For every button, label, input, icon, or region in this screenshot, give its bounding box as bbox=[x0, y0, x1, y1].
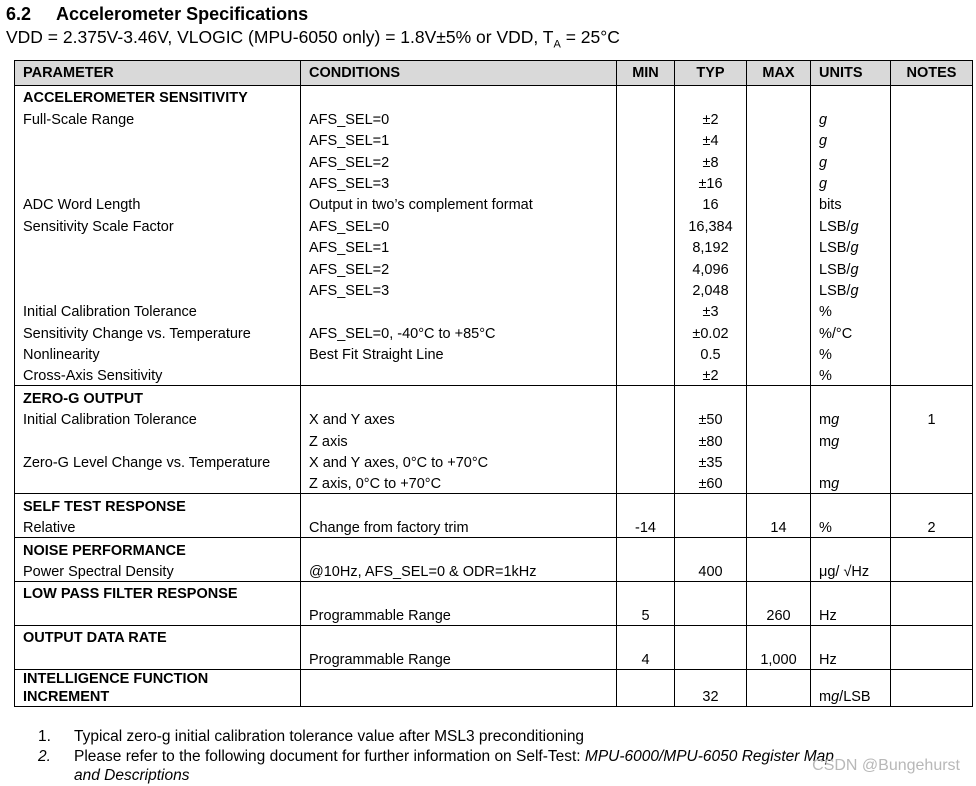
col-units: UNITS bbox=[811, 61, 891, 86]
table-row bbox=[15, 538, 973, 560]
units-cell: mg bbox=[811, 472, 891, 494]
notes-cell bbox=[891, 494, 973, 516]
condition-cell: AFS_SEL=0 bbox=[301, 107, 617, 128]
parameter-cell: Sensitivity Change vs. Temperature bbox=[15, 321, 301, 342]
notes-cell bbox=[891, 300, 973, 321]
typ-cell: 2,048 bbox=[675, 279, 747, 300]
table-row bbox=[15, 300, 973, 321]
condition-cell: AFS_SEL=0, -40°C to +85°C bbox=[301, 321, 617, 342]
condition-cell: AFS_SEL=2 bbox=[301, 257, 617, 278]
max-cell bbox=[747, 172, 811, 193]
min-cell bbox=[617, 538, 675, 560]
condition-cell bbox=[301, 625, 617, 647]
min-cell bbox=[617, 429, 675, 450]
notes-cell: 2 bbox=[891, 516, 973, 538]
table-row bbox=[15, 172, 973, 193]
parameter-cell: INTELLIGENCE FUNCTION INCREMENT bbox=[15, 669, 301, 706]
notes-cell bbox=[891, 451, 973, 472]
table-row bbox=[15, 107, 973, 128]
typ-cell: 8,192 bbox=[675, 236, 747, 257]
col-typ: TYP bbox=[675, 61, 747, 86]
max-cell bbox=[747, 408, 811, 429]
table-row bbox=[15, 451, 973, 472]
subtitle-tail: = 25°C bbox=[560, 27, 620, 47]
max-cell bbox=[747, 214, 811, 235]
max-cell bbox=[747, 494, 811, 516]
notes-cell bbox=[891, 172, 973, 193]
parameter-cell: Initial Calibration Tolerance bbox=[15, 408, 301, 429]
notes-cell bbox=[891, 669, 973, 706]
condition-cell: AFS_SEL=0 bbox=[301, 214, 617, 235]
notes-cell bbox=[891, 257, 973, 278]
table-row bbox=[15, 236, 973, 257]
parameter-cell: Relative bbox=[15, 516, 301, 538]
units-cell: mg bbox=[811, 408, 891, 429]
max-cell bbox=[747, 321, 811, 342]
units-cell: % bbox=[811, 364, 891, 386]
max-cell bbox=[747, 429, 811, 450]
notes-cell bbox=[891, 279, 973, 300]
units-cell: mg/LSB bbox=[811, 669, 891, 706]
table-row bbox=[15, 129, 973, 150]
units-cell: g bbox=[811, 107, 891, 128]
table-row bbox=[15, 429, 973, 450]
parameter-cell: Initial Calibration Tolerance bbox=[15, 300, 301, 321]
units-cell bbox=[811, 451, 891, 472]
notes-cell bbox=[891, 386, 973, 408]
condition-cell bbox=[301, 86, 617, 108]
min-cell bbox=[617, 172, 675, 193]
parameter-cell bbox=[15, 429, 301, 450]
units-cell bbox=[811, 86, 891, 108]
max-cell bbox=[747, 625, 811, 647]
min-cell bbox=[617, 129, 675, 150]
typ-cell: 16,384 bbox=[675, 214, 747, 235]
section-heading bbox=[6, 4, 308, 25]
parameter-cell bbox=[15, 236, 301, 257]
min-cell bbox=[617, 107, 675, 128]
typ-cell bbox=[675, 516, 747, 538]
table-row bbox=[15, 625, 973, 647]
units-cell: mg bbox=[811, 429, 891, 450]
min-cell bbox=[617, 86, 675, 108]
parameter-cell: LOW PASS FILTER RESPONSE bbox=[15, 581, 301, 603]
max-cell bbox=[747, 193, 811, 214]
min-cell bbox=[617, 451, 675, 472]
notes-cell bbox=[891, 538, 973, 560]
parameter-cell: Nonlinearity bbox=[15, 343, 301, 364]
footnote-2-continued bbox=[38, 766, 834, 786]
typ-cell: ±60 bbox=[675, 472, 747, 494]
condition-cell: Z axis, 0°C to +70°C bbox=[301, 472, 617, 494]
typ-cell: ±35 bbox=[675, 451, 747, 472]
parameter-cell: ZERO-G OUTPUT bbox=[15, 386, 301, 408]
parameter-cell: ACCELEROMETER SENSITIVITY bbox=[15, 86, 301, 108]
max-cell bbox=[747, 581, 811, 603]
typ-cell: 0.5 bbox=[675, 343, 747, 364]
max-cell: 260 bbox=[747, 603, 811, 625]
notes-cell bbox=[891, 150, 973, 171]
table-row bbox=[15, 494, 973, 516]
units-cell: LSB/g bbox=[811, 236, 891, 257]
table-row bbox=[15, 150, 973, 171]
units-cell: %/°C bbox=[811, 321, 891, 342]
condition-cell bbox=[301, 669, 617, 706]
parameter-cell bbox=[15, 257, 301, 278]
condition-cell: Change from factory trim bbox=[301, 516, 617, 538]
typ-cell: 16 bbox=[675, 193, 747, 214]
table-row bbox=[15, 386, 973, 408]
table-row bbox=[15, 560, 973, 582]
max-cell bbox=[747, 150, 811, 171]
watermark: CSDN @Bungehurst bbox=[812, 757, 960, 774]
typ-cell: ±16 bbox=[675, 172, 747, 193]
parameter-cell: Sensitivity Scale Factor bbox=[15, 214, 301, 235]
parameter-cell: Power Spectral Density bbox=[15, 560, 301, 582]
units-cell: % bbox=[811, 516, 891, 538]
min-cell bbox=[617, 193, 675, 214]
table-row bbox=[15, 647, 973, 669]
notes-cell bbox=[891, 581, 973, 603]
condition-cell bbox=[301, 538, 617, 560]
min-cell bbox=[617, 560, 675, 582]
footnotes bbox=[38, 727, 834, 786]
min-cell bbox=[617, 300, 675, 321]
max-cell bbox=[747, 472, 811, 494]
units-cell: bits bbox=[811, 193, 891, 214]
conditions-subtitle bbox=[6, 27, 620, 51]
max-cell bbox=[747, 236, 811, 257]
table-row bbox=[15, 669, 973, 706]
units-cell: μg/ √Hz bbox=[811, 560, 891, 582]
typ-cell bbox=[675, 386, 747, 408]
footnote-doc-title: MPU-6000/MPU-6050 Register Map bbox=[584, 747, 834, 765]
notes-cell bbox=[891, 236, 973, 257]
footnote-text: Please refer to the following document for further information on Self-Test: bbox=[74, 747, 585, 765]
parameter-cell bbox=[15, 279, 301, 300]
min-cell bbox=[617, 625, 675, 647]
table-row bbox=[15, 321, 973, 342]
notes-cell bbox=[891, 214, 973, 235]
notes-cell bbox=[891, 321, 973, 342]
min-cell bbox=[617, 321, 675, 342]
notes-cell bbox=[891, 560, 973, 582]
notes-cell bbox=[891, 625, 973, 647]
table-row bbox=[15, 86, 973, 108]
condition-cell bbox=[301, 494, 617, 516]
units-cell bbox=[811, 581, 891, 603]
max-cell bbox=[747, 107, 811, 128]
typ-cell: ±8 bbox=[675, 150, 747, 171]
typ-cell bbox=[675, 603, 747, 625]
table-row bbox=[15, 193, 973, 214]
typ-cell: ±80 bbox=[675, 429, 747, 450]
units-cell: Hz bbox=[811, 647, 891, 669]
table-row bbox=[15, 257, 973, 278]
table-row bbox=[15, 408, 973, 429]
units-cell bbox=[811, 494, 891, 516]
table-header-row bbox=[15, 61, 973, 86]
table-row bbox=[15, 581, 973, 603]
condition-cell: AFS_SEL=3 bbox=[301, 279, 617, 300]
max-cell bbox=[747, 257, 811, 278]
min-cell bbox=[617, 364, 675, 386]
parameter-cell bbox=[15, 129, 301, 150]
notes-cell bbox=[891, 603, 973, 625]
table-row bbox=[15, 516, 973, 538]
parameter-cell bbox=[15, 172, 301, 193]
units-cell: g bbox=[811, 150, 891, 171]
table-row bbox=[15, 472, 973, 494]
parameter-cell bbox=[15, 150, 301, 171]
units-cell: LSB/g bbox=[811, 214, 891, 235]
units-cell: LSB/g bbox=[811, 257, 891, 278]
max-cell bbox=[747, 669, 811, 706]
condition-cell bbox=[301, 386, 617, 408]
min-cell: 4 bbox=[617, 647, 675, 669]
footnote-text: Typical zero-g initial calibration tolerance value after MSL3 preconditioning bbox=[74, 728, 585, 745]
notes-cell bbox=[891, 647, 973, 669]
footnote-doc-title-cont: and Descriptions bbox=[74, 767, 190, 784]
col-min: MIN bbox=[617, 61, 675, 86]
notes-cell bbox=[891, 193, 973, 214]
min-cell bbox=[617, 386, 675, 408]
condition-cell: X and Y axes, 0°C to +70°C bbox=[301, 451, 617, 472]
condition-cell: @10Hz, AFS_SEL=0 & ODR=1kHz bbox=[301, 560, 617, 582]
accelerometer-spec-table bbox=[14, 60, 973, 707]
footnote-1 bbox=[38, 727, 834, 747]
units-cell bbox=[811, 386, 891, 408]
typ-cell: ±3 bbox=[675, 300, 747, 321]
units-cell bbox=[811, 625, 891, 647]
footnote-number: 1. bbox=[38, 728, 51, 745]
max-cell bbox=[747, 343, 811, 364]
units-cell: g bbox=[811, 129, 891, 150]
parameter-cell: Zero-G Level Change vs. Temperature bbox=[15, 451, 301, 472]
min-cell bbox=[617, 472, 675, 494]
notes-cell bbox=[891, 429, 973, 450]
units-cell: LSB/g bbox=[811, 279, 891, 300]
units-cell: g bbox=[811, 172, 891, 193]
section-title: Accelerometer Specifications bbox=[56, 4, 309, 24]
parameter-cell: Full-Scale Range bbox=[15, 107, 301, 128]
condition-cell: Programmable Range bbox=[301, 647, 617, 669]
min-cell bbox=[617, 150, 675, 171]
col-conditions: CONDITIONS bbox=[301, 61, 617, 86]
condition-cell: AFS_SEL=1 bbox=[301, 236, 617, 257]
units-cell: % bbox=[811, 343, 891, 364]
subtitle-sub: A bbox=[553, 38, 561, 51]
typ-cell: ±2 bbox=[675, 107, 747, 128]
typ-cell: ±4 bbox=[675, 129, 747, 150]
typ-cell bbox=[675, 581, 747, 603]
typ-cell bbox=[675, 494, 747, 516]
subtitle-text: VDD = 2.375V-3.46V, VLOGIC (MPU-6050 only) = 1.8V±5% or VDD, T bbox=[6, 27, 554, 47]
max-cell bbox=[747, 129, 811, 150]
footnote-number: 2. bbox=[38, 747, 51, 765]
condition-cell: Best Fit Straight Line bbox=[301, 343, 617, 364]
notes-cell bbox=[891, 107, 973, 128]
max-cell: 14 bbox=[747, 516, 811, 538]
typ-cell bbox=[675, 538, 747, 560]
typ-cell: 400 bbox=[675, 560, 747, 582]
min-cell bbox=[617, 669, 675, 706]
max-cell bbox=[747, 451, 811, 472]
units-cell bbox=[811, 538, 891, 560]
table-row bbox=[15, 343, 973, 364]
min-cell: 5 bbox=[617, 603, 675, 625]
typ-cell bbox=[675, 625, 747, 647]
typ-cell bbox=[675, 647, 747, 669]
typ-cell bbox=[675, 86, 747, 108]
section-number: 6.2 bbox=[6, 4, 32, 24]
units-cell: % bbox=[811, 300, 891, 321]
notes-cell bbox=[891, 129, 973, 150]
min-cell bbox=[617, 236, 675, 257]
parameter-cell: Cross-Axis Sensitivity bbox=[15, 364, 301, 386]
typ-cell: ±2 bbox=[675, 364, 747, 386]
footnote-2 bbox=[38, 747, 834, 767]
notes-cell bbox=[891, 86, 973, 108]
parameter-cell bbox=[15, 647, 301, 669]
min-cell bbox=[617, 343, 675, 364]
typ-cell: 4,096 bbox=[675, 257, 747, 278]
condition-cell: Output in two’s complement format bbox=[301, 193, 617, 214]
condition-cell: Z axis bbox=[301, 429, 617, 450]
parameter-cell: SELF TEST RESPONSE bbox=[15, 494, 301, 516]
parameter-cell bbox=[15, 472, 301, 494]
col-notes: NOTES bbox=[891, 61, 973, 86]
notes-cell bbox=[891, 364, 973, 386]
max-cell bbox=[747, 364, 811, 386]
min-cell bbox=[617, 581, 675, 603]
condition-cell bbox=[301, 581, 617, 603]
table-row bbox=[15, 603, 973, 625]
condition-cell: X and Y axes bbox=[301, 408, 617, 429]
condition-cell bbox=[301, 300, 617, 321]
max-cell: 1,000 bbox=[747, 647, 811, 669]
condition-cell: AFS_SEL=3 bbox=[301, 172, 617, 193]
notes-cell: 1 bbox=[891, 408, 973, 429]
max-cell bbox=[747, 86, 811, 108]
col-parameter: PARAMETER bbox=[15, 61, 301, 86]
max-cell bbox=[747, 560, 811, 582]
max-cell bbox=[747, 300, 811, 321]
typ-cell: 32 bbox=[675, 669, 747, 706]
min-cell bbox=[617, 214, 675, 235]
parameter-cell: NOISE PERFORMANCE bbox=[15, 538, 301, 560]
parameter-cell bbox=[15, 603, 301, 625]
min-cell bbox=[617, 408, 675, 429]
condition-cell: AFS_SEL=2 bbox=[301, 150, 617, 171]
min-cell bbox=[617, 494, 675, 516]
typ-cell: ±50 bbox=[675, 408, 747, 429]
max-cell bbox=[747, 279, 811, 300]
notes-cell bbox=[891, 472, 973, 494]
table-row bbox=[15, 279, 973, 300]
condition-cell: Programmable Range bbox=[301, 603, 617, 625]
min-cell bbox=[617, 279, 675, 300]
condition-cell: AFS_SEL=1 bbox=[301, 129, 617, 150]
min-cell bbox=[617, 257, 675, 278]
notes-cell bbox=[891, 343, 973, 364]
units-cell: Hz bbox=[811, 603, 891, 625]
parameter-cell: ADC Word Length bbox=[15, 193, 301, 214]
table-row bbox=[15, 364, 973, 386]
max-cell bbox=[747, 538, 811, 560]
table-row bbox=[15, 214, 973, 235]
typ-cell: ±0.02 bbox=[675, 321, 747, 342]
min-cell: -14 bbox=[617, 516, 675, 538]
max-cell bbox=[747, 386, 811, 408]
parameter-cell: OUTPUT DATA RATE bbox=[15, 625, 301, 647]
condition-cell bbox=[301, 364, 617, 386]
col-max: MAX bbox=[747, 61, 811, 86]
